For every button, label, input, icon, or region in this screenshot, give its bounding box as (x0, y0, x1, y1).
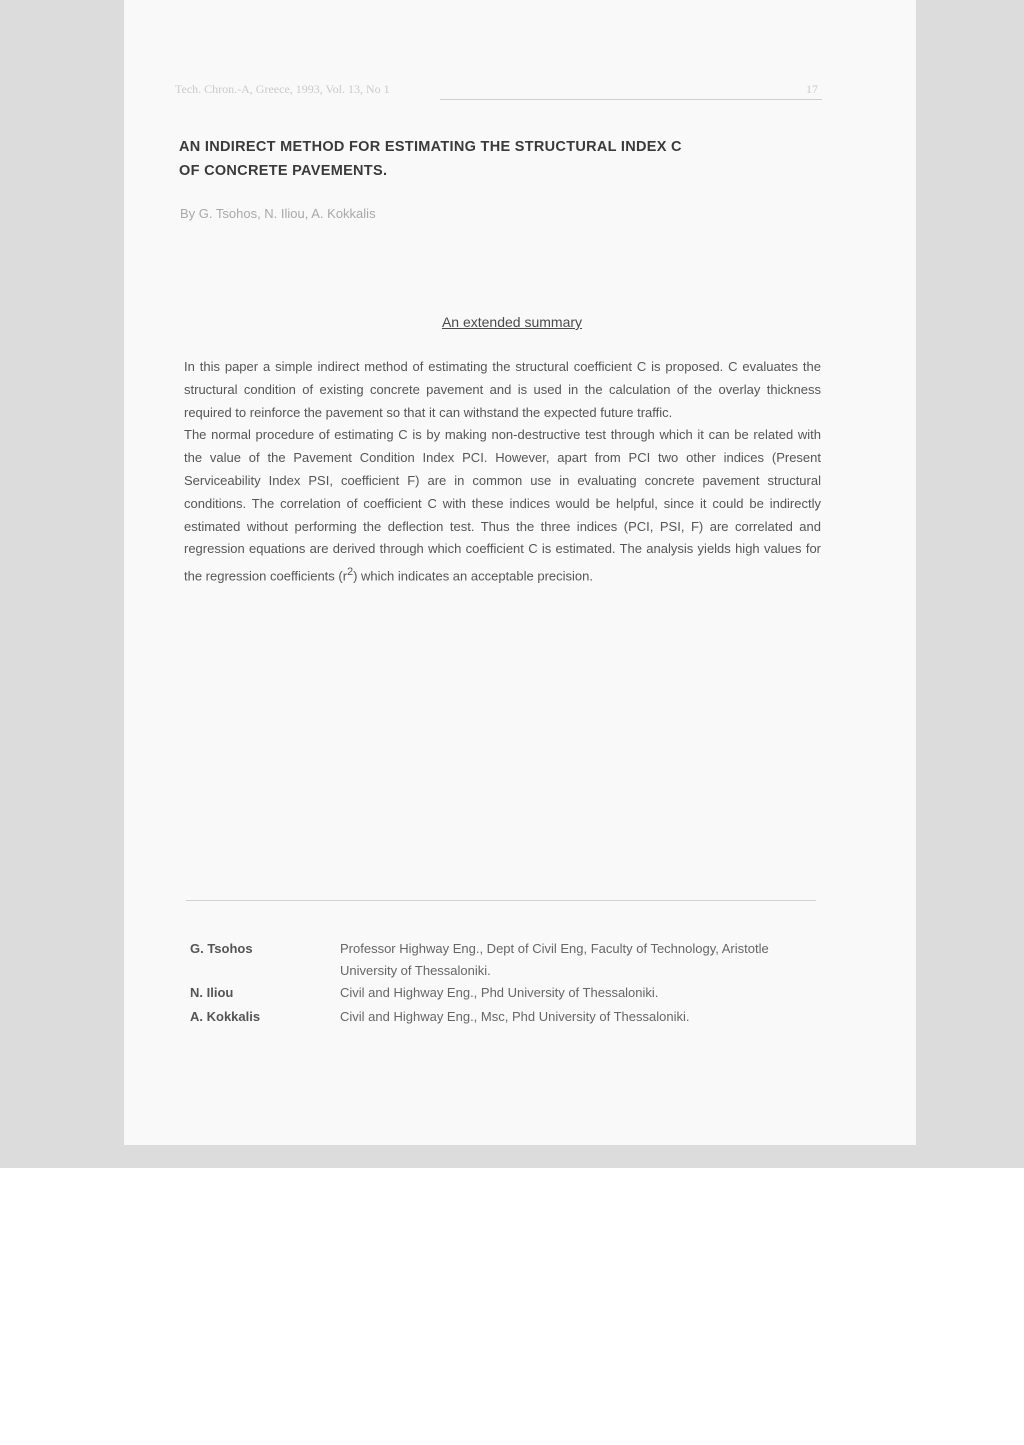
journal-citation: Tech. Chron.-A, Greece, 1993, Vol. 13, No 1 (175, 82, 390, 96)
running-head (175, 82, 820, 97)
abstract-body (184, 356, 821, 588)
author-line: By G. Tsohos, N. Iliou, A. Kokkalis (180, 206, 376, 221)
abstract-paragraph-2-text: The normal procedure of estimating C is by making non-destructive test through which it can be related with the value of the Pavement Condition Index PCI. However, apart from PCI two other indices (Present Serviceability Index PSI, coefficient F) are in common use in evaluating concrete pavement structural conditions. The correlation of coefficient C with these indices would be helpful, since it could be indirectly estimated without performing the deflection test. Thus the three indices (PCI, PSI, F) are correlated and regression equations are derived through which coefficient C is estimated. The analysis yields high values for the regression coefficients (r (184, 427, 821, 584)
header-rule (440, 99, 822, 100)
abstract-paragraph-2-end: ) which indicates an acceptable precision. (353, 568, 594, 584)
superscript-two: 2 (347, 566, 354, 579)
affiliation-text: Civil and Highway Eng., Phd University of Thessaloniki. (340, 985, 659, 1000)
page-number: 17 (806, 82, 818, 96)
affiliation-text: Civil and Highway Eng., Msc, Phd University of Thessaloniki. (340, 1009, 690, 1024)
title-line-1: AN INDIRECT METHOD FOR ESTIMATING THE STRUCTURAL INDEX C (179, 139, 682, 155)
affiliation-name: A. Kokkalis (190, 1009, 261, 1024)
affiliation-name: G. Tsohos (190, 941, 253, 956)
footnote-rule (186, 900, 816, 901)
section-heading: An extended summary (441, 314, 583, 330)
abstract-paragraph-1: In this paper a simple indirect method of estimating the structural coefficient C is proposed. C evaluates the structural condition of existing concrete pavement and is used in the calculation of the overlay thickness required to reinforce the pavement so that it can withstand the expected future traffic. (184, 359, 821, 420)
abstract-paragraph-2 (184, 424, 821, 588)
affiliation-text: Professor Highway Eng., Dept of Civil Eng, Faculty of Technology, Aristotle University of Thessaloniki. (340, 941, 769, 978)
affiliation-name: N. Iliou (190, 985, 234, 1000)
title-line-2: OF CONCRETE PAVEMENTS. (179, 163, 388, 179)
paper-title (179, 135, 799, 183)
